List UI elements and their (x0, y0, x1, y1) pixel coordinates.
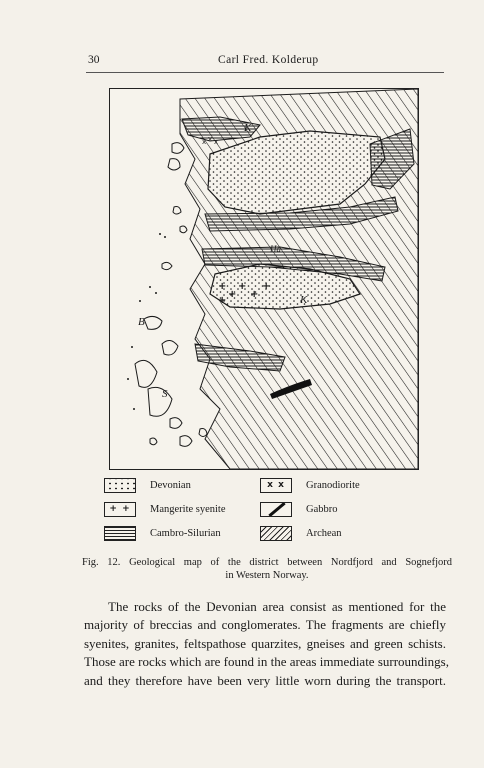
body-line: The rocks of the Devonian area consist as mentioned for the (108, 599, 446, 614)
legend-label: Mangerite syenite (150, 503, 226, 515)
svg-text:x: x (214, 138, 219, 146)
archean-swatch (260, 526, 292, 541)
svg-text:+: + (262, 281, 271, 292)
cambro-silurian-swatch (104, 526, 136, 541)
svg-text:+: + (218, 281, 227, 292)
page-number: 30 (88, 54, 100, 66)
legend-archean (260, 524, 342, 542)
svg-text:+: + (218, 295, 227, 306)
svg-text:+: + (228, 289, 237, 300)
devonian-swatch (104, 478, 136, 493)
page-header (86, 52, 444, 73)
gabbro-swatch (260, 502, 292, 517)
body-line: and they therefore have been very little worn during the transport. (84, 672, 446, 688)
legend-granodiorite (260, 476, 360, 494)
legend-label: Granodiorite (306, 479, 360, 491)
map-legend (104, 476, 404, 546)
caption-line-1: Fig. 12. Geological map of the district between Nordfjord and Sognefjord (82, 557, 452, 568)
body-line: Those are rocks which are found in the areas immediate surroundings, (84, 654, 449, 670)
mangerite-swatch: + + (104, 502, 136, 517)
label-s: S (162, 388, 168, 400)
label-k-north: K (244, 122, 252, 134)
label-k-south: K (300, 294, 308, 306)
legend-gabbro (260, 500, 338, 518)
granodiorite-swatch: x x (260, 478, 292, 493)
label-ha: Ha (270, 244, 281, 254)
body-paragraph (84, 598, 449, 690)
label-b: B (138, 316, 145, 328)
running-head: Carl Fred. Kolderup (218, 54, 319, 66)
legend-cambro-silurian (104, 524, 221, 542)
legend-label: Gabbro (306, 503, 338, 515)
body-line: syenites, granites, feltspathose quarzites, gneises and green schists. (84, 635, 446, 651)
svg-text:x: x (208, 135, 213, 143)
body-line: majority of breccias and conglomerates. The fragments are chiefly (84, 617, 446, 633)
caption-line-2: in Western Norway. (225, 570, 309, 581)
svg-text:+: + (250, 289, 259, 300)
svg-text:+: + (238, 281, 247, 292)
legend-label: Devonian (150, 479, 191, 491)
legend-label: Cambro-Silurian (150, 527, 221, 539)
legend-mangerite-syenite (104, 500, 226, 518)
figure-caption (82, 556, 452, 582)
geological-map (109, 88, 419, 470)
legend-label: Archean (306, 527, 342, 539)
svg-text:x: x (202, 138, 207, 146)
legend-devonian (104, 476, 191, 494)
